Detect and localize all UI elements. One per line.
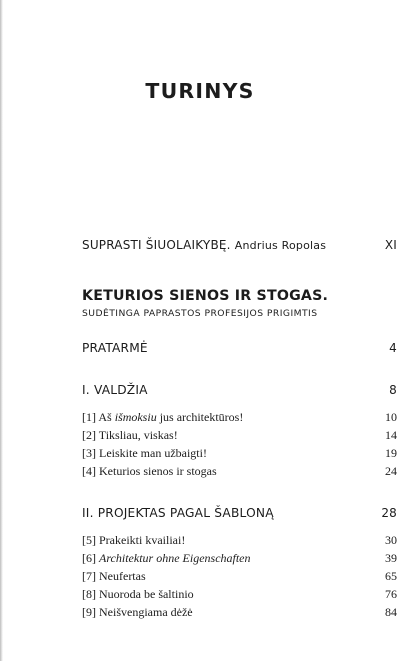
toc-entry-chapter-7[interactable] xyxy=(82,569,397,584)
chapter-number: [6] xyxy=(82,551,96,565)
book-subtitle: SUDĖTINGA PAPRASTOS PROFESIJOS PRIGIMTIS xyxy=(82,308,318,319)
toc-entry-part-1[interactable] xyxy=(82,383,397,397)
intro-title: SUPRASTI ŠIUOLAIKYBĘ. xyxy=(82,238,231,252)
chapter-number: [5] xyxy=(82,533,96,547)
chapter-title-emphasis: Architektur ohne Eigenschaften xyxy=(99,551,251,565)
chapter-title-emphasis: išmoksiu xyxy=(114,410,157,424)
chapter-number: [8] xyxy=(82,587,96,601)
page-number: 76 xyxy=(385,587,397,601)
toc-entry-label: I. VALDŽIA xyxy=(82,383,148,397)
page-title: TURINYS xyxy=(145,79,255,103)
toc-entry-label: PRATARMĖ xyxy=(82,341,148,355)
chapter-title: [5] Prakeikti kvailiai! xyxy=(82,533,186,547)
chapter-number: [2] xyxy=(82,428,96,442)
page-number: 8 xyxy=(389,383,397,397)
chapter-title: [3] Leiskite man užbaigti! xyxy=(82,446,207,460)
chapter-title: [2] Tiksliau, viskas! xyxy=(82,428,178,442)
chapter-number: [4] xyxy=(82,464,96,478)
toc-entry-label: II. PROJEKTAS PAGAL ŠABLONĄ xyxy=(82,506,274,520)
toc-entry-chapter-6[interactable] xyxy=(82,551,397,566)
toc-entry-intro[interactable] xyxy=(82,238,397,252)
toc-entry-chapter-8[interactable] xyxy=(82,587,397,602)
chapter-number: [1] xyxy=(82,410,96,424)
toc-entry-part-2[interactable] xyxy=(82,506,397,520)
chapter-title xyxy=(82,551,251,566)
chapter-title: [9] Neišvengiama dėžė xyxy=(82,605,193,619)
page-number: 39 xyxy=(385,551,397,565)
chapter-number: [3] xyxy=(82,446,96,460)
page-number: 4 xyxy=(389,341,397,355)
chapter-title: [8] Nuoroda be šaltinio xyxy=(82,587,194,601)
toc-entry-preface[interactable] xyxy=(82,341,397,355)
chapter-number: [7] xyxy=(82,569,96,583)
page-number: 19 xyxy=(385,446,397,460)
toc-entry-chapter-1[interactable] xyxy=(82,410,397,425)
toc-entry-chapter-3[interactable] xyxy=(82,446,397,461)
chapter-number: [9] xyxy=(82,605,96,619)
toc-entry-chapter-5[interactable] xyxy=(82,533,397,548)
chapter-title: [7] Neufertas xyxy=(82,569,146,583)
page-number: XI xyxy=(384,238,397,252)
page-number: 28 xyxy=(381,506,397,520)
toc-entry-chapter-2[interactable] xyxy=(82,428,397,443)
page-number: 24 xyxy=(385,464,397,478)
page-number: 65 xyxy=(385,569,397,583)
toc-entry-chapter-9[interactable] xyxy=(82,605,397,620)
page-number: 84 xyxy=(385,605,397,619)
chapter-title: [1] Aš išmoksiu jus architektūros! xyxy=(82,410,244,424)
intro-author: Andrius Ropolas xyxy=(234,239,327,252)
chapter-title: [4] Keturios sienos ir stogas xyxy=(82,464,217,478)
toc-entry-chapter-4[interactable] xyxy=(82,464,397,479)
page-number: 14 xyxy=(385,428,397,442)
toc-entry-label xyxy=(82,238,326,252)
book-title: KETURIOS SIENOS IR STOGAS. xyxy=(82,288,329,304)
page-number: 30 xyxy=(385,533,397,547)
page-number: 10 xyxy=(385,410,397,424)
